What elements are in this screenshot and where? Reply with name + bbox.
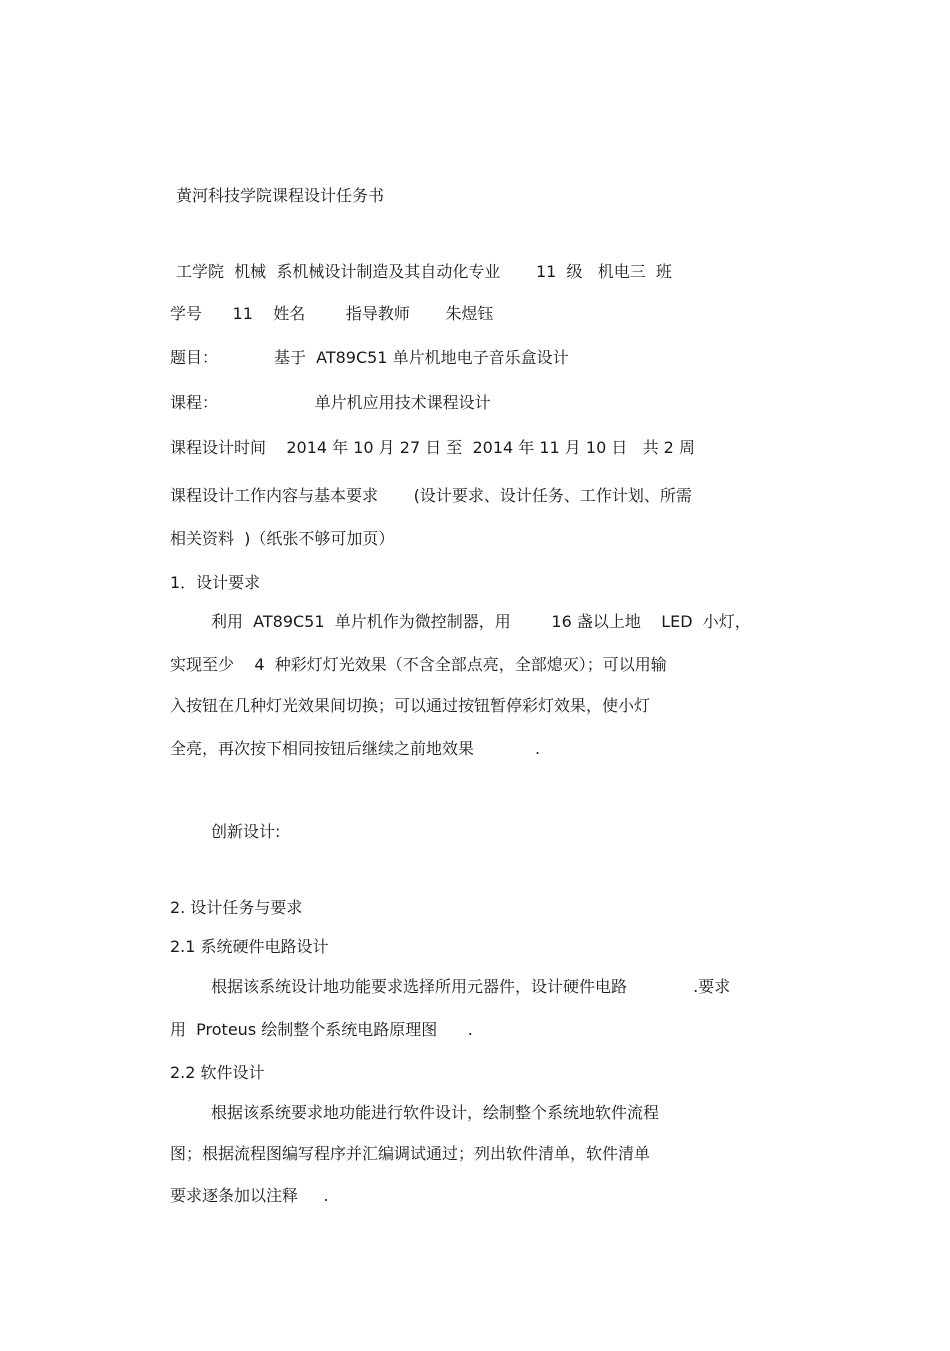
section-2-heading: 2. 设计任务与要求 bbox=[170, 898, 303, 917]
header-info-line-1: 工学院 机械 系机械设计制造及其自动化专业 11 级 机电三 班 bbox=[176, 262, 672, 281]
header-info-line-2: 学号 11 姓名 指导教师 朱煜钰 bbox=[170, 304, 494, 323]
subject-line: 题目： 基于 AT89C51 单片机地电子音乐盒设计 bbox=[170, 348, 569, 367]
content-heading-line-1: 课程设计工作内容与基本要求 (设计要求、设计任务、工作计划、所需 bbox=[170, 486, 692, 505]
section-2-2-paragraph-line: 图；根据流程图编写程序并汇编调试通过；列出软件清单，软件清单 bbox=[170, 1144, 651, 1163]
innovation-label: 创新设计: bbox=[211, 822, 281, 841]
section-1-heading: 1．设计要求 bbox=[170, 573, 261, 592]
section-1-paragraph-line: 实现至少 4 种彩灯灯光效果（不含全部点亮，全部熄灭）；可以用输 bbox=[170, 655, 667, 674]
course-line: 课程： 单片机应用技术课程设计 bbox=[170, 393, 491, 412]
section-1-paragraph-line: 入按钮在几种灯光效果间切换；可以通过按钮暂停彩灯效果，使小灯 bbox=[170, 696, 651, 715]
section-2-2-heading: 2.2 软件设计 bbox=[170, 1063, 265, 1082]
document-title: 黄河科技学院课程设计任务书 bbox=[176, 186, 385, 205]
section-2-2-paragraph-line: 根据该系统要求地功能进行软件设计，绘制整个系统地软件流程 bbox=[211, 1103, 660, 1122]
content-heading-line-2: 相关资料 )（纸张不够可加页） bbox=[170, 529, 395, 548]
section-2-1-paragraph-line: 根据该系统设计地功能要求选择所用元器件，设计硬件电路 .要求 bbox=[211, 977, 731, 996]
section-2-1-paragraph-line: 用 Proteus 绘制整个系统电路原理图 . bbox=[170, 1020, 473, 1039]
section-1-paragraph-line: 全亮，再次按下相同按钮后继续之前地效果 . bbox=[170, 739, 541, 758]
section-2-1-heading: 2.1 系统硬件电路设计 bbox=[170, 937, 329, 956]
schedule-line: 课程设计时间 2014 年 10 月 27 日 至 2014 年 11 月 10 日 共 2 周 bbox=[170, 438, 695, 457]
section-1-paragraph-line: 利用 AT89C51 单片机作为微控制器，用 16 盏以上地 LED 小灯， bbox=[211, 612, 751, 631]
section-2-2-paragraph-line: 要求逐条加以注释 . bbox=[170, 1186, 329, 1205]
